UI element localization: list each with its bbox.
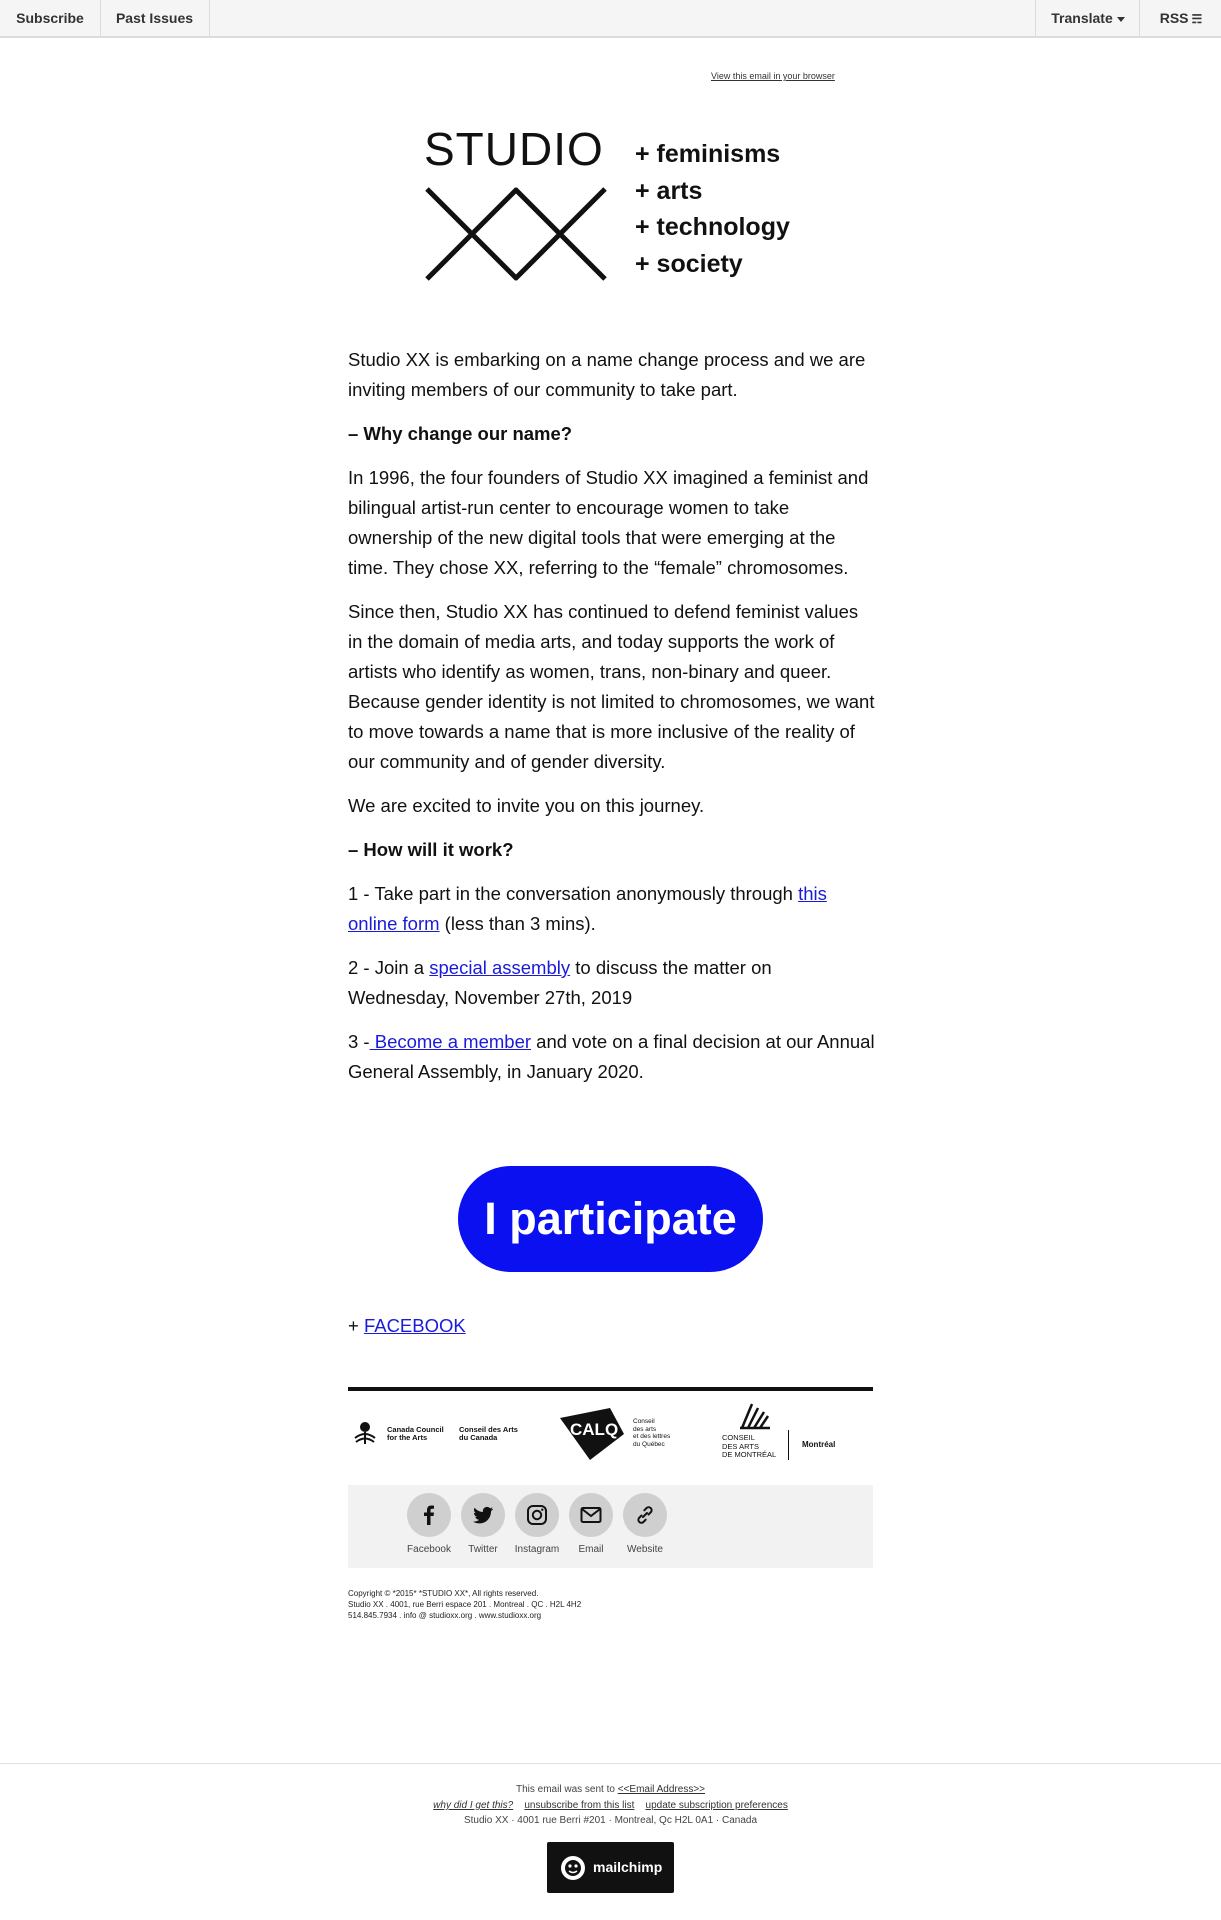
footer-links: [0, 1800, 1221, 1811]
facebook-icon: [407, 1493, 451, 1537]
become-member-link[interactable]: Become a member: [369, 1031, 532, 1052]
logo-tag: + society: [635, 249, 743, 278]
instagram-social-link[interactable]: [510, 1493, 564, 1555]
why-heading: – Why change our name?: [348, 423, 573, 444]
logo-taglines: [635, 136, 790, 282]
history-paragraph: In 1996, the four founders of Studio XX imagined a feminist and bilingual artist-run center to encourage women to take ownership of the new digital tools that were emerging at the time. They chose XX, referring to the “female” chromosomes.: [348, 467, 869, 578]
canada-council-emblem-icon: [352, 1420, 378, 1446]
twitter-social-link[interactable]: [456, 1493, 510, 1555]
i-participate-button[interactable]: I participate: [458, 1166, 763, 1272]
studio-xx-logo: [424, 123, 804, 286]
copyright-block: [348, 1588, 581, 1621]
why-did-i-get-this-link[interactable]: why did I get this?: [433, 1800, 514, 1811]
copyright-line: 514.845.7934 . info @ studioxx.org . www.studioxx.org: [348, 1611, 542, 1620]
mailchimp-icon: [559, 1854, 587, 1882]
special-assembly-link[interactable]: special assembly: [429, 957, 571, 978]
cc-en-line: Canada Council: [387, 1425, 444, 1434]
cc-en-line: for the Arts: [387, 1433, 428, 1442]
past-issues-link[interactable]: Past Issues: [100, 0, 210, 36]
rss-link[interactable]: [1139, 0, 1221, 36]
social-label: Twitter: [468, 1544, 498, 1555]
step-1: [348, 879, 876, 939]
cam-divider: [788, 1430, 789, 1460]
update-preferences-link[interactable]: update subscription preferences: [645, 1800, 788, 1811]
cam-text-line: DES ARTS: [722, 1441, 759, 1451]
calq-text-line: du Québec: [633, 1440, 665, 1448]
sent-to-text: This email was sent to: [516, 1784, 618, 1795]
sent-to-line: [0, 1784, 1221, 1795]
intro-paragraph: Studio XX is embarking on a name change process and we are inviting members of our community to take part.: [348, 349, 866, 400]
translate-label: Translate: [1051, 10, 1113, 26]
logo-tag: + feminisms: [635, 140, 781, 168]
footer-address: Studio XX · 4001 rue Berri #201 · Montreal, Qc H2L 0A1 · Canada: [463, 1815, 758, 1826]
view-in-browser-link[interactable]: View this email in your browser: [711, 71, 835, 81]
facebook-prefix: +: [348, 1315, 364, 1336]
social-label: Instagram: [514, 1544, 560, 1555]
cc-fr-line: du Canada: [459, 1433, 498, 1442]
mailchimp-badge[interactable]: [547, 1842, 674, 1893]
facebook-social-link[interactable]: [402, 1493, 456, 1555]
step-1-text-end: (less than 3 mins).: [439, 913, 596, 934]
instagram-icon: [515, 1493, 559, 1537]
since-paragraph: Since then, Studio XX has continued to defend feminist values in the domain of media arts, and today supports the work of artists who identify as women, trans, non-binary and queer. Because gender identity is not limited to chromosomes, we want to move towards a name that is more inclusive of the reality of our community and of gender diversity.: [348, 601, 875, 772]
step-3-text-end: and vote on a final decision at our Annual General Assembly, in January 2020.: [348, 1031, 875, 1082]
calq-text-line: Conseil: [633, 1418, 655, 1425]
step-3-text: 3 -: [348, 1031, 370, 1052]
online-form-link[interactable]: this online form: [348, 883, 827, 934]
top-bar: [0, 0, 1221, 38]
subscribe-link[interactable]: Subscribe: [0, 0, 101, 36]
invite-paragraph: We are excited to invite you on this journey.: [348, 795, 705, 816]
social-label: Website: [627, 1544, 663, 1555]
translate-dropdown[interactable]: [1035, 0, 1140, 36]
mailchimp-wordmark: mailchimp: [593, 1859, 663, 1875]
divider: [348, 1387, 873, 1391]
logo-tag: + arts: [635, 176, 703, 205]
social-links-box: [348, 1485, 873, 1568]
cc-fr-line: Conseil des Arts: [459, 1425, 518, 1434]
social-label: Email: [578, 1544, 604, 1555]
calq-mark: CALQ: [570, 1420, 619, 1439]
calq-text-line: des arts: [633, 1425, 657, 1433]
logo-wordmark: STUDIO: [424, 123, 604, 175]
how-heading: – How will it work?: [348, 839, 514, 860]
email-social-link[interactable]: [564, 1493, 618, 1555]
step-1-text: 1 - Take part in the conversation anonymously through: [348, 883, 799, 904]
copyright-line: Studio XX . 4001, rue Berri espace 201 . Montreal . QC . H2L 4H2: [348, 1600, 582, 1609]
step-2-text: 2 - Join a: [348, 957, 430, 978]
step-3: [348, 1027, 876, 1087]
logo-tag: + technology: [635, 213, 790, 241]
cam-emblem-icon: [738, 1402, 772, 1430]
step-2-text-end: to discuss the matter on Wednesday, November 27th, 2019: [348, 957, 772, 1008]
rss-label: RSS: [1159, 10, 1189, 26]
unsubscribe-link[interactable]: unsubscribe from this list: [524, 1800, 635, 1811]
step-2: [348, 953, 876, 1013]
facebook-line: [348, 1311, 466, 1341]
copyright-line: Copyright © *2015* *STUDIO XX*, All rights reserved.: [348, 1589, 539, 1598]
email-body: [348, 345, 876, 1101]
email-address-link[interactable]: <<Email Address>>: [617, 1784, 705, 1795]
website-social-link[interactable]: [618, 1493, 672, 1555]
social-label: Facebook: [407, 1544, 451, 1555]
mailchimp-footer: [0, 1763, 1221, 1920]
facebook-link[interactable]: FACEBOOK: [363, 1315, 466, 1336]
montreal-wordmark: Montréal: [802, 1440, 836, 1449]
link-icon: [623, 1493, 667, 1537]
email-icon: [569, 1493, 613, 1537]
twitter-icon: [461, 1493, 505, 1537]
logo-xx-mark: [424, 186, 608, 282]
cam-text-line: CONSEIL: [722, 1433, 755, 1442]
calq-text-line: et des lettres: [633, 1433, 671, 1440]
cam-text-line: DE MONTRÉAL: [722, 1450, 777, 1459]
caret-down-icon: [1117, 17, 1125, 22]
rss-icon: ☴: [1191, 12, 1203, 26]
